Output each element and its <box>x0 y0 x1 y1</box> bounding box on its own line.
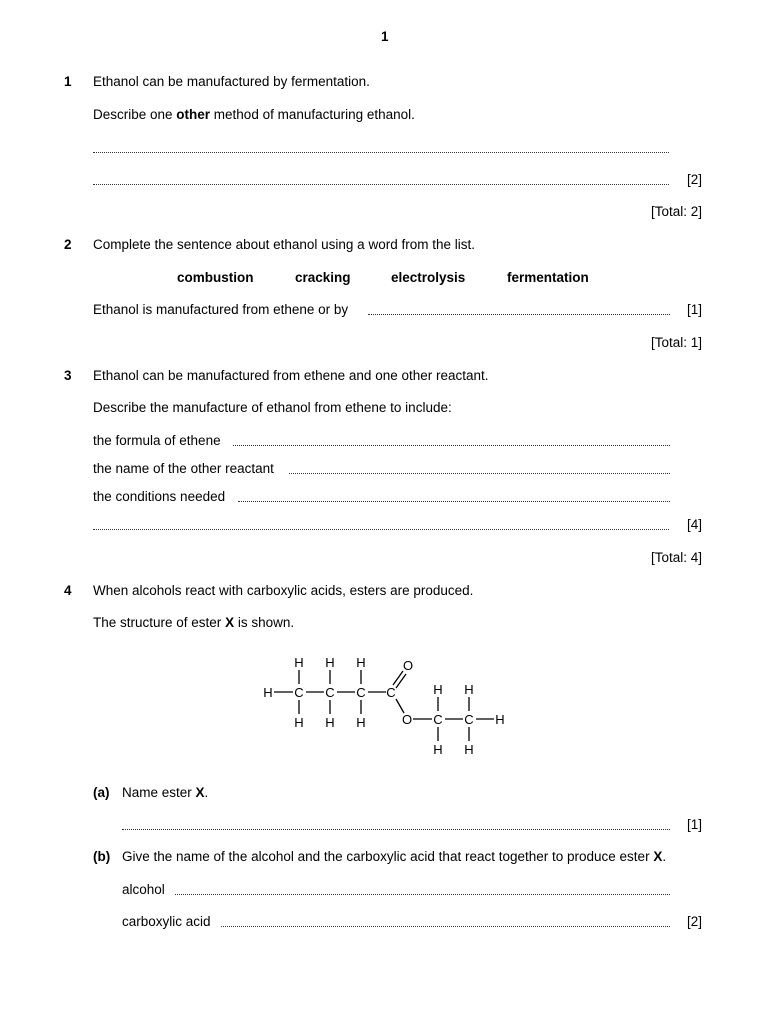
word-option-combustion: combustion <box>177 270 254 285</box>
q3-intro-text: Ethanol can be manufactured from ethene and one other reactant. <box>93 368 489 383</box>
q4b-answer-line-alcohol[interactable] <box>175 894 670 895</box>
atom-h: H <box>495 712 505 727</box>
atom-h: H <box>464 742 474 757</box>
q4-part-b-label: (b) <box>93 849 111 864</box>
question-number-1: 1 <box>64 74 72 89</box>
q2-instruction: Complete the sentence about ethanol using a word from the list. <box>93 237 475 252</box>
atom-h: H <box>433 682 443 697</box>
atom-c: C <box>294 685 304 700</box>
q3-answer-line-formula[interactable] <box>233 445 670 446</box>
atom-h: H <box>294 715 304 730</box>
q3-answer-line-reactant[interactable] <box>289 473 670 474</box>
word-option-fermentation: fermentation <box>507 270 589 285</box>
q3-answer-line-extra[interactable] <box>93 529 669 530</box>
q3-prompt-conditions: the conditions needed <box>93 489 226 504</box>
q4-intro-text: When alcohols react with carboxylic acids, esters are produced. <box>93 583 474 598</box>
q4-part-a-label: (a) <box>93 785 110 800</box>
q1-answer-line-2[interactable] <box>93 184 669 185</box>
q4-part-a-text: Name ester X. <box>122 785 209 800</box>
q4b-prompt-alcohol: alcohol <box>122 882 165 897</box>
q1-question-text: Describe one other method of manufacturing ethanol. <box>93 107 415 122</box>
q1-intro-text: Ethanol can be manufactured by fermentation. <box>93 74 370 89</box>
q3-marks: [4] <box>686 517 702 532</box>
q4b-answer-line-acid[interactable] <box>221 926 670 927</box>
q1-total: [Total: 2] <box>650 204 702 219</box>
atom-o: O <box>401 712 413 727</box>
question-number-2: 2 <box>64 237 72 252</box>
q4-part-b-text: Give the name of the alcohol and the carboxylic acid that react together to produce ester X. <box>122 849 667 864</box>
atom-h: H <box>325 715 335 730</box>
q3-answer-line-conditions[interactable] <box>238 501 670 502</box>
word-option-cracking: cracking <box>295 270 351 285</box>
q2-sentence: Ethanol is manufactured from ethene or by <box>93 302 349 317</box>
atom-h: H <box>356 715 366 730</box>
q1-answer-line-1[interactable] <box>93 152 669 153</box>
q2-answer-line[interactable] <box>368 314 670 315</box>
q4b-marks: [2] <box>686 914 702 929</box>
q1-marks: [2] <box>686 172 702 187</box>
atom-h: H <box>433 742 443 757</box>
atom-c: C <box>433 712 443 727</box>
q2-total: [Total: 1] <box>650 335 702 350</box>
atom-c: C <box>386 685 396 700</box>
question-number-4: 4 <box>64 583 72 598</box>
q4b-prompt-acid: carboxylic acid <box>122 914 211 929</box>
atom-h: H <box>464 682 474 697</box>
atom-h: H <box>294 655 304 670</box>
q4a-marks: [1] <box>686 817 702 832</box>
atom-h: H <box>263 685 273 700</box>
q4a-answer-line[interactable] <box>122 829 670 830</box>
atom-c: C <box>325 685 335 700</box>
q3-total: [Total: 4] <box>650 550 702 565</box>
atom-h: H <box>356 655 366 670</box>
q2-marks: [1] <box>686 302 702 317</box>
q4-structure-caption: The structure of ester X is shown. <box>93 615 295 630</box>
atom-h: H <box>325 655 335 670</box>
question-number-3: 3 <box>64 368 72 383</box>
q3-prompt-reactant: the name of the other reactant <box>93 461 274 476</box>
q3-prompt-formula: the formula of ethene <box>93 433 221 448</box>
atom-c: C <box>356 685 366 700</box>
page-number: 1 <box>381 29 389 44</box>
ester-x-structure <box>255 650 515 765</box>
atom-c: C <box>464 712 474 727</box>
atom-o: O <box>402 658 414 673</box>
word-option-electrolysis: electrolysis <box>391 270 466 285</box>
q3-question-text: Describe the manufacture of ethanol from ethene to include: <box>93 400 452 415</box>
